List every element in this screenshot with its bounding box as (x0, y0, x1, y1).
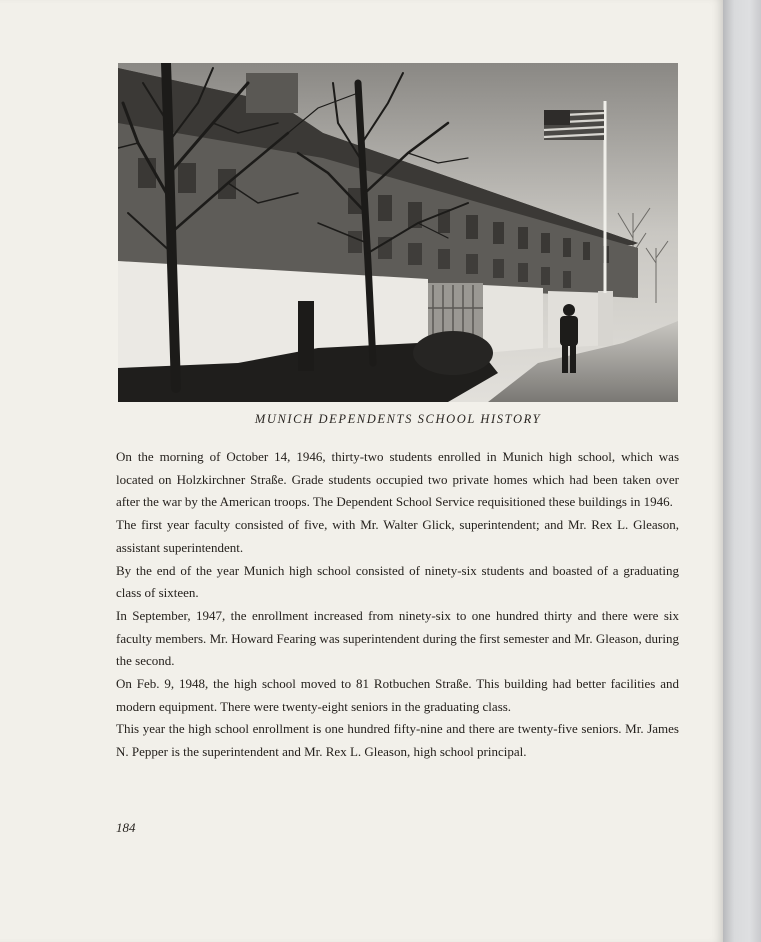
paragraph-1947-enrollment: In September, 1947, the enrollment increased from ninety-six to one hundred thirty and there were six faculty members. Mr. Howard Fearing was superintendent during the first semester and Mr. Gleason, during the second. (116, 607, 679, 669)
paragraph-this-year: This year the high school enrollment is one hundred fifty-nine and there are twenty-five seniors. Mr. James N. Pepper is the superintendent and Mr. Rex L. Gleason, high school principal. (116, 721, 679, 760)
paragraph-first-faculty: The first year faculty consisted of five, with Mr. Walter Glick, superintendent; and Mr. Rex L. Gleason, assistant superintendent. (116, 517, 679, 555)
photo-caption: MUNICH DEPENDENTS SCHOOL HISTORY (254, 412, 542, 426)
paragraph-first-year-end: By the end of the year Munich high school consisted of ninety-six students and boasted of a graduating class of sixteen. (116, 562, 679, 601)
page-number: 184 (116, 820, 136, 835)
paragraph-1948-move: On Feb. 9, 1948, the high school moved to 81 Rotbuchen Straße. This building had better facilities and modern equipment. There were twenty-eight seniors in the graduating class. (116, 676, 679, 714)
facing-page-edge (723, 0, 761, 942)
paragraph-founding: On the morning of October 14, 1946, thirty-two students enrolled in Munich high school, which was located on Holzkirchner Straße. Grade students occupied two private homes which had been taken over after the war by the American troops. The Dependent School Service requisitioned these buildings in 1946. (116, 449, 679, 510)
history-text (116, 446, 679, 764)
school-building-photo (118, 63, 678, 402)
